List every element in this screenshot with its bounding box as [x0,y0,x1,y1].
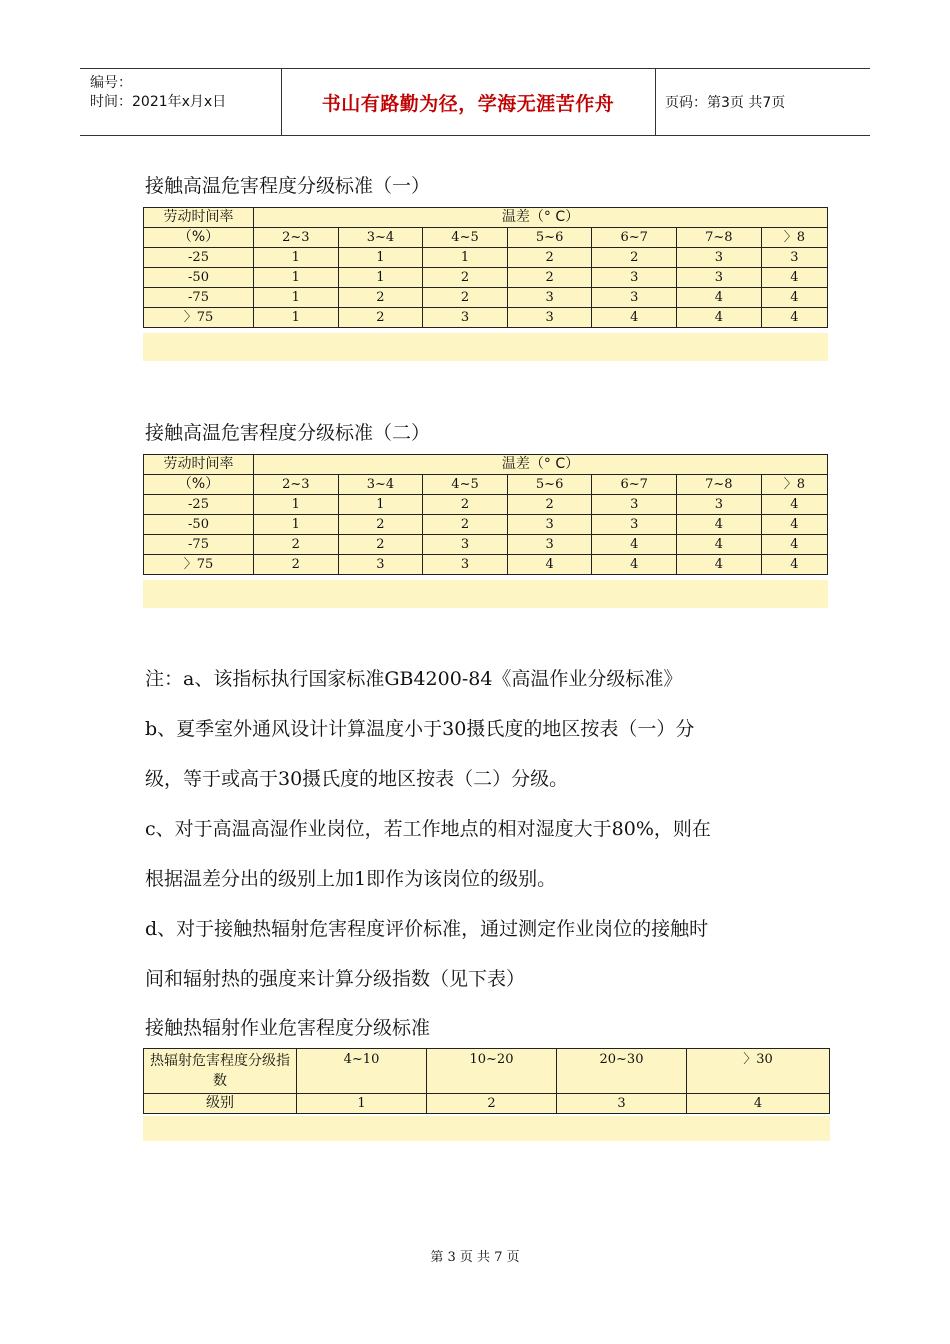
note-c-line2: 根据温差分出的级别上加1即作为该岗位的级别。 [145,868,557,890]
table-cell: 2 [507,248,592,268]
note-a: 注：a、该指标执行国家标准GB4200-84《高温作业分级标准》 [145,668,683,690]
column-header: 10~20 [427,1049,557,1094]
table-cell: 4 [761,535,827,555]
column-header: 5~6 [507,475,592,495]
table-row [144,495,828,515]
table-cell: 2 [423,288,508,308]
table-cell: 2 [427,1094,557,1114]
corner-bottom: （%） [144,228,254,248]
number-label: 编号： [90,75,132,91]
table-row [144,1094,830,1114]
table-cell: 3 [592,515,677,535]
column-header: 5~6 [507,228,592,248]
table-cell: 1 [254,248,339,268]
table-cell: 2 [338,515,423,535]
table-cell: 4 [687,1094,830,1114]
table-cell: 2 [507,495,592,515]
table-cell: 1 [254,288,339,308]
table3-caption: 接触热辐射作业危害程度分级标准 [145,1017,431,1039]
header-motto-cell [281,69,656,135]
table-cell: 3 [507,288,592,308]
note-b-line2: 级，等于或高于30摄氏度的地区按表（二）分级。 [145,768,569,790]
corner-top: 劳动时间率 [144,208,254,228]
table-cell: 1 [254,515,339,535]
motto: 书山有路勤为径，学海无涯苦作舟 [321,92,615,115]
table-cell: 1 [254,495,339,515]
column-header: 4~5 [423,475,508,495]
table1-caption: 接触高温危害程度分级标准（一） [145,175,431,197]
table-cell: 3 [677,268,762,288]
column-header: 〉8 [761,228,827,248]
table-cell: 3 [507,535,592,555]
table-cell: 4 [677,515,762,535]
table-row [144,288,828,308]
note-d-line1: d、对于接触热辐射危害程度评价标准，通过测定作业岗位的接触时 [145,918,709,940]
table-cell: 1 [338,495,423,515]
table-cell: 2 [507,268,592,288]
table-cell: 3 [338,555,423,575]
table-cell: 4 [677,308,762,328]
table1 [143,207,828,328]
column-header: 3~4 [338,475,423,495]
note-d-line2: 间和辐射热的强度来计算分级指数（见下表） [145,968,526,990]
row-label: -25 [144,248,254,268]
header-page-cell [655,69,870,135]
table-cell: 2 [338,535,423,555]
column-header: 7~8 [677,228,762,248]
row-label: 〉75 [144,555,254,575]
row-label: -50 [144,268,254,288]
table-cell: 2 [423,515,508,535]
corner-bottom: （%） [144,475,254,495]
column-header: 20~30 [557,1049,687,1094]
table-cell: 4 [677,288,762,308]
table-cell: 4 [761,268,827,288]
table-cell: 3 [423,308,508,328]
span-header: 温差（° C） [254,208,828,228]
table-cell: 3 [677,495,762,515]
column-header: 4~5 [423,228,508,248]
table-cell: 4 [592,555,677,575]
table-cell: 3 [761,248,827,268]
table-cell: 4 [592,308,677,328]
page-info: 页码：第3页 共7页 [665,95,786,111]
column-header: 〉30 [687,1049,830,1094]
table-cell: 3 [423,535,508,555]
table-row [144,308,828,328]
table-cell: 1 [254,308,339,328]
row-label: 〉75 [144,308,254,328]
table1-band [143,333,828,361]
table-cell: 4 [507,555,592,575]
table-cell: 3 [677,248,762,268]
radiation-index-label: 热辐射危害程度分级指数 [144,1049,297,1094]
header-meta [80,69,282,135]
table-cell: 1 [254,268,339,288]
table-row [144,535,828,555]
note-b-line1: b、夏季室外通风设计计算温度小于30摄氏度的地区按表（一）分 [145,718,695,740]
table-cell: 3 [557,1094,687,1114]
table2-band [143,580,828,608]
column-header: 6~7 [592,228,677,248]
column-header: 〉8 [761,475,827,495]
table-cell: 2 [592,248,677,268]
column-header: 2~3 [254,475,339,495]
table-cell: 1 [297,1094,427,1114]
table-cell: 3 [592,288,677,308]
table-cell: 3 [592,495,677,515]
table3 [143,1048,830,1114]
table2 [143,454,828,575]
row-label: -50 [144,515,254,535]
table-row [144,515,828,535]
page-footer: 第 3 页 共 7 页 [430,1250,520,1265]
note-c-line1: c、对于高温高湿作业岗位，若工作地点的相对湿度大于80%，则在 [145,818,711,840]
table-cell: 2 [338,308,423,328]
column-header: 2~3 [254,228,339,248]
table-cell: 4 [761,308,827,328]
table-cell: 4 [592,535,677,555]
column-header: 6~7 [592,475,677,495]
table-cell: 4 [761,288,827,308]
table-cell: 3 [507,308,592,328]
table-cell: 2 [338,288,423,308]
span-header: 温差（° C） [254,455,828,475]
table-cell: 1 [338,268,423,288]
time-label: 时间：2021年x月x日 [90,94,227,110]
table-cell: 2 [254,535,339,555]
table-cell: 4 [761,555,827,575]
corner-top: 劳动时间率 [144,455,254,475]
table-cell: 4 [761,495,827,515]
row-label: 级别 [144,1094,297,1114]
table-cell: 2 [423,495,508,515]
row-label: -75 [144,535,254,555]
table-cell: 2 [254,555,339,575]
table3-band [143,1116,830,1141]
table-cell: 3 [507,515,592,535]
table-cell: 4 [677,555,762,575]
page-header [80,68,870,136]
table2-caption: 接触高温危害程度分级标准（二） [145,422,431,444]
table-cell: 2 [423,268,508,288]
column-header: 4~10 [297,1049,427,1094]
table-cell: 1 [338,248,423,268]
table-cell: 1 [423,248,508,268]
table-cell: 3 [592,268,677,288]
table-row [144,248,828,268]
table-row [144,555,828,575]
table-cell: 4 [677,535,762,555]
table-cell: 4 [761,515,827,535]
column-header: 7~8 [677,475,762,495]
table-cell: 3 [423,555,508,575]
column-header: 3~4 [338,228,423,248]
row-label: -25 [144,495,254,515]
row-label: -75 [144,288,254,308]
table-row [144,268,828,288]
